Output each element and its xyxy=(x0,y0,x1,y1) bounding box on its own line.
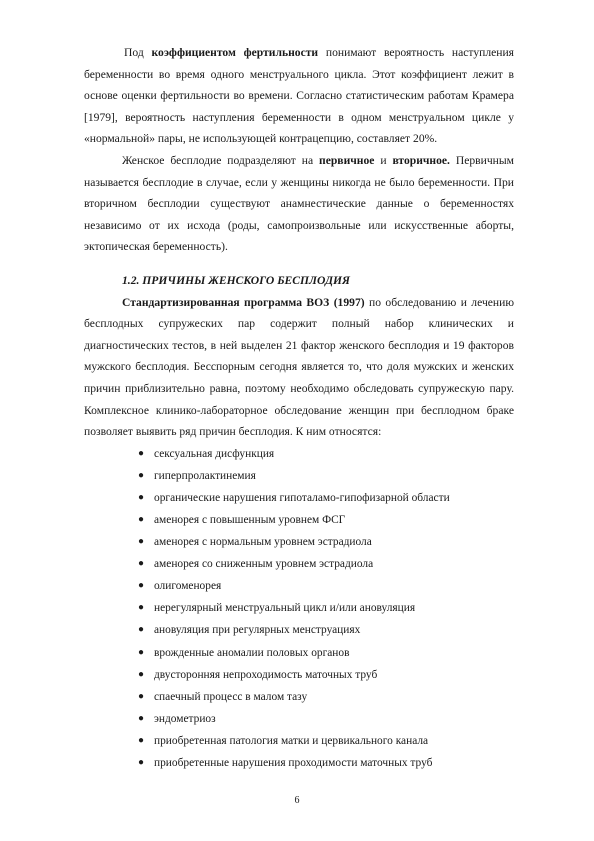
list-item xyxy=(138,553,514,575)
bullet-icon: ● xyxy=(138,469,145,481)
section-heading: 1.2. ПРИЧИНЫ ЖЕНСКОГО БЕСПЛОДИЯ xyxy=(122,273,351,287)
list-item xyxy=(138,597,514,619)
bullet-icon: ● xyxy=(138,690,145,702)
list-item xyxy=(138,443,514,465)
term-secondary: вторичное. xyxy=(392,153,450,167)
bullet-icon: ● xyxy=(138,712,145,724)
list-item-text: олигоменорея xyxy=(154,580,222,593)
list-item-text: приобретенная патология матки и цервикального канала xyxy=(154,734,429,747)
list-item-text: двусторонняя непроходимость маточных труб xyxy=(154,668,378,681)
text-run: Первичным называется бесплодие в случае, если у женщины никогда не было беременности. При вторичном бесплодии существуют анамнестические данные о беременностях независимо от их исхода (роды, самопроизвольные или искусственные аборты, эктопическая беременность). xyxy=(84,153,514,254)
list-item xyxy=(138,642,514,664)
list-item-text: сексуальная дисфункция xyxy=(154,447,275,460)
text-run: по обследованию и лечению бесплодных супружеских пар содержит полный набор клинических и диагностических тестов, в ней выделен 21 фактор женского бесплодия и 19 факторов мужского бесплодия. Бесспорным сегодня является то, что доля мужских и женских причин приблизительно равна, поэтому необходимо обследовать супружескую пару. Комплексное клинико-лабораторное обследование женщин при бесплодном браке позволяет выявить ряд причин бесплодия. К ним относятся: xyxy=(84,295,514,439)
document-page xyxy=(84,42,514,774)
list-item-text: аменорея с повышенным уровнем ФСГ xyxy=(154,513,346,526)
list-item-text: спаечный процесс в малом тазу xyxy=(154,690,308,703)
list-item xyxy=(138,509,514,531)
spacer xyxy=(84,258,514,270)
list-item-text: врожденные аномалии половых органов xyxy=(154,646,350,659)
text-run: Под xyxy=(124,46,152,59)
paragraph-who-program xyxy=(84,292,514,443)
list-item xyxy=(138,531,514,553)
list-item xyxy=(138,575,514,597)
list-item-text: приобретенные нарушения проходимости маточных труб xyxy=(154,757,433,769)
list-item xyxy=(138,487,514,509)
bullet-icon: ● xyxy=(138,513,145,525)
list-item xyxy=(138,686,514,708)
text-run: и xyxy=(374,153,393,167)
bullet-icon: ● xyxy=(138,536,145,548)
list-item xyxy=(138,752,514,774)
bullet-icon: ● xyxy=(138,580,145,592)
paragraph-infertility-types xyxy=(84,150,514,258)
list-item-text: гиперпролактинемия xyxy=(154,469,256,482)
list-item-text: аменорея с нормальным уровнем эстрадиола xyxy=(154,536,372,549)
list-item xyxy=(138,619,514,641)
list-item xyxy=(138,664,514,686)
bullet-icon: ● xyxy=(138,646,145,658)
paragraph-fertility-coefficient xyxy=(84,42,514,150)
term-fertility-coefficient: коэффициентом фертильности xyxy=(151,46,319,59)
bullet-icon: ● xyxy=(138,491,145,503)
page-number: 6 xyxy=(294,795,300,806)
list-item-text: аменорея со сниженным уровнем эстрадиола xyxy=(154,558,374,571)
bullet-icon: ● xyxy=(138,602,145,614)
term-who-program: Стандартизированная программа ВОЗ (1997) xyxy=(122,295,365,309)
text-run: Женское бесплодие подразделяют на xyxy=(122,153,320,167)
bullet-icon: ● xyxy=(138,757,145,768)
bullet-icon: ● xyxy=(138,734,145,746)
list-item-text: нерегулярный менструальный цикл и/или ановуляция xyxy=(154,602,416,615)
bullet-icon: ● xyxy=(138,447,145,459)
bullet-icon: ● xyxy=(138,668,145,680)
list-item-text: ановуляция при регулярных менструациях xyxy=(154,624,361,637)
list-item xyxy=(138,708,514,730)
term-primary: первичное xyxy=(319,153,375,167)
list-item-text: органические нарушения гипоталамо-гипофизарной области xyxy=(154,491,450,504)
list-item-text: эндометриоз xyxy=(154,712,216,725)
list-item xyxy=(138,730,514,752)
list-item xyxy=(138,465,514,487)
text-run: понимают вероятность наступления беременности во время одного менструального цикла. Этот коэффициент лежит в основе оценки фертильности во времени. Согласно статистическим работам Крамера [1979], вероятность наступления беременности в одном менструальном цикле у «нормальной» пары, не использующей контрацепцию, составляет 20%. xyxy=(84,46,514,146)
bullet-icon: ● xyxy=(138,624,145,636)
bullet-icon: ● xyxy=(138,558,145,570)
causes-list xyxy=(84,443,514,774)
